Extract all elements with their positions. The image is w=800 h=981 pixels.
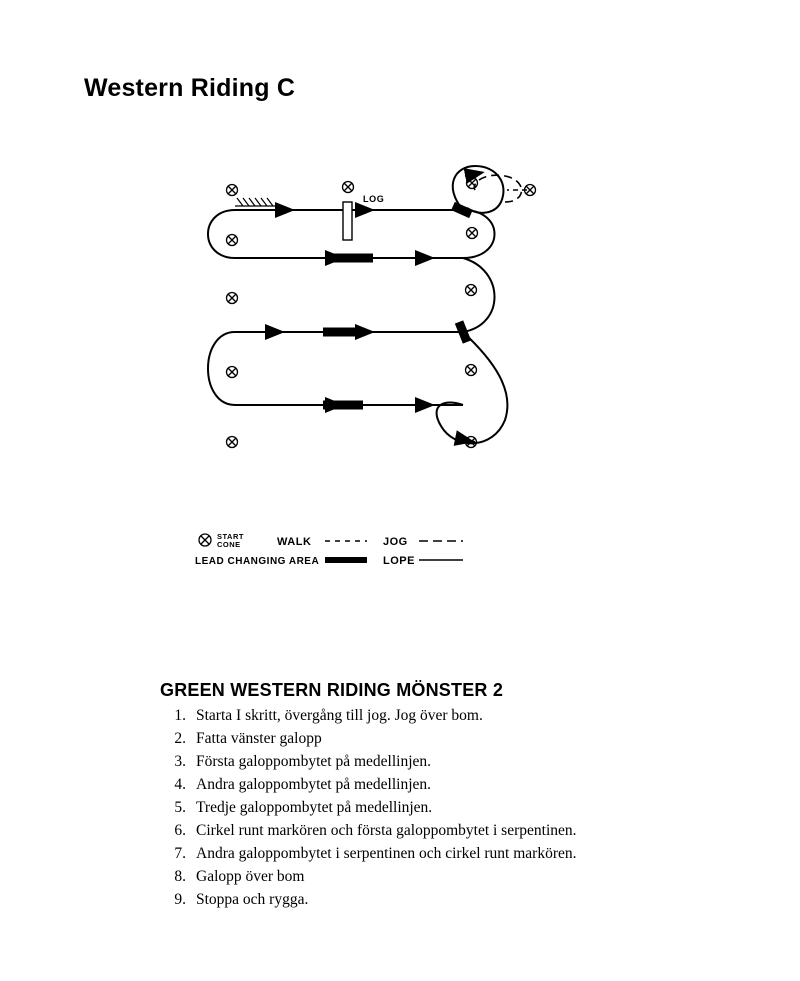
cone-marker (227, 367, 238, 378)
pattern-diagram (175, 150, 575, 490)
page-title: Western Riding C (84, 74, 296, 102)
list-item-text: Starta I skritt, övergång till jog. Jog över bom. (196, 707, 483, 724)
instructions-section (160, 680, 680, 912)
instructions-heading: GREEN WESTERN RIDING MÖNSTER 2 (160, 680, 504, 700)
log-obstacle (343, 202, 352, 240)
cone-marker (466, 285, 477, 296)
legend-jog-label: JOG (383, 536, 408, 548)
diagram-legend (195, 528, 515, 588)
cone-marker (466, 365, 477, 376)
stop-hatch-mark (235, 198, 275, 206)
list-item-number: 6. (174, 822, 186, 839)
direction-arrows (275, 174, 475, 442)
list-item (160, 820, 680, 842)
log-label: LOG (363, 194, 385, 204)
list-item-number: 5. (174, 799, 186, 816)
cone-marker (227, 185, 238, 196)
legend-start-cone-line2: CONE (217, 540, 241, 549)
legend-walk-label: WALK (277, 536, 312, 548)
lope-circle (437, 332, 508, 443)
jog-segment (474, 175, 521, 202)
lead-change-bar (459, 322, 467, 342)
legend-lead-changing-area-label: LEAD CHANGING AREA (195, 556, 320, 567)
lope-segment (208, 332, 235, 405)
cone-marker (467, 228, 478, 239)
cone-marker (343, 182, 354, 193)
start-cone-icon (199, 534, 211, 546)
list-item-number: 1. (174, 707, 186, 724)
list-item (160, 728, 680, 750)
list-item-number: 4. (174, 776, 186, 793)
legend-lope-label: LOPE (383, 555, 415, 567)
list-item (160, 889, 680, 911)
list-item (160, 866, 680, 888)
list-item-text: Galopp över bom (196, 868, 305, 885)
legend-svg (195, 528, 515, 588)
instructions-list (160, 705, 680, 911)
cone-marker (467, 178, 478, 189)
list-item-number: 2. (174, 730, 186, 747)
list-item-text: Första galoppombytet på medellinjen. (196, 753, 432, 770)
list-item-text: Andra galoppombytet på medellinjen. (196, 776, 432, 793)
list-item-text: Tredje galoppombytet på medellinjen. (196, 799, 433, 816)
list-item-text: Fatta vänster galopp (196, 730, 322, 747)
list-item-number: 8. (174, 868, 186, 885)
list-item (160, 797, 680, 819)
list-item-text: Cirkel runt markören och första galoppombytet i serpentinen. (196, 822, 577, 839)
lead-change-bar (453, 206, 471, 214)
list-item (160, 774, 680, 796)
list-item-number: 9. (174, 891, 186, 908)
list-item (160, 751, 680, 773)
list-item-number: 7. (174, 845, 186, 862)
list-item-text: Andra galoppombytet i serpentinen och cirkel runt markören. (196, 845, 577, 862)
list-item-number: 3. (174, 753, 186, 770)
cone-markers (227, 178, 536, 448)
list-item (160, 843, 680, 865)
legend-start-cone-line1: START (217, 532, 244, 541)
cone-marker (227, 437, 238, 448)
list-item (160, 705, 680, 727)
cone-marker (227, 235, 238, 246)
list-item-text: Stoppa och rygga. (196, 891, 309, 908)
pattern-diagram-svg (175, 150, 575, 490)
jog-path-group (474, 175, 521, 202)
cone-marker (227, 293, 238, 304)
